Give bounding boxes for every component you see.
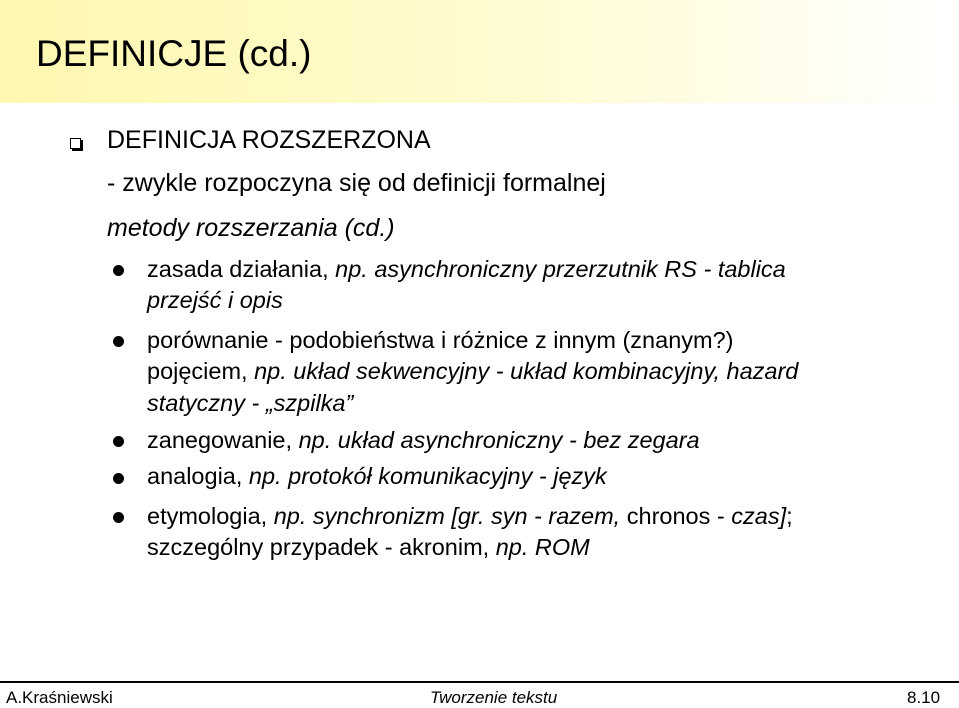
example-text: np. układ asynchroniczny - bez zegara <box>298 427 700 453</box>
round-bullet-icon <box>113 436 124 447</box>
example-text: np. ROM <box>495 534 590 560</box>
term-text: szczególny przypadek - akronim, <box>147 534 496 560</box>
example-text: np. synchronizm [gr. syn - razem, <box>273 503 621 529</box>
footer-author: A.Kraśniewski <box>6 688 113 707</box>
round-bullet-icon <box>113 336 124 347</box>
example-text: czas] <box>731 503 787 529</box>
list-item-line: porównanie - podobieństwa i różnice z innym (znanym?) <box>147 327 734 353</box>
section-subheading: - zwykle rozpoczyna się od definicji formalnej <box>107 169 606 197</box>
footer-divider <box>0 681 959 683</box>
term-text: pojęciem, <box>147 358 255 384</box>
list-item-line: przejść i opis <box>147 287 283 313</box>
example-text: np. protokół komunikacyjny - język <box>248 463 607 489</box>
list-item-line <box>147 253 786 285</box>
term-text: ; <box>786 503 793 529</box>
section-heading: DEFINICJA ROZSZERZONA <box>107 126 431 154</box>
checkbox-bullet-icon <box>70 138 81 149</box>
list-item-line <box>147 355 798 387</box>
list-item-line <box>147 460 607 492</box>
round-bullet-icon <box>113 512 124 523</box>
list-item-line <box>147 531 590 563</box>
list-item-line: statyczny - „szpilka” <box>147 390 354 416</box>
term-text: zanegowanie, <box>147 427 299 453</box>
example-text: np. asynchroniczny przerzutnik RS - tablica <box>335 256 786 282</box>
footer-page-number: 8.10 <box>907 688 941 707</box>
term-text: analogia, <box>147 463 249 489</box>
round-bullet-icon <box>113 473 124 484</box>
term-text: chronos - <box>620 503 732 529</box>
example-text: np. układ sekwencyjny - układ kombinacyjny, hazard <box>254 358 799 384</box>
slide-title: DEFINICJE (cd.) <box>36 33 312 74</box>
term-text: zasada działania, <box>147 256 336 282</box>
methods-label: metody rozszerzania (cd.) <box>107 214 395 242</box>
round-bullet-icon <box>113 265 124 276</box>
footer-course: Tworzenie tekstu <box>430 688 558 707</box>
list-item-line <box>147 424 700 456</box>
list-item-line <box>147 500 793 532</box>
term-text: etymologia, <box>147 503 274 529</box>
